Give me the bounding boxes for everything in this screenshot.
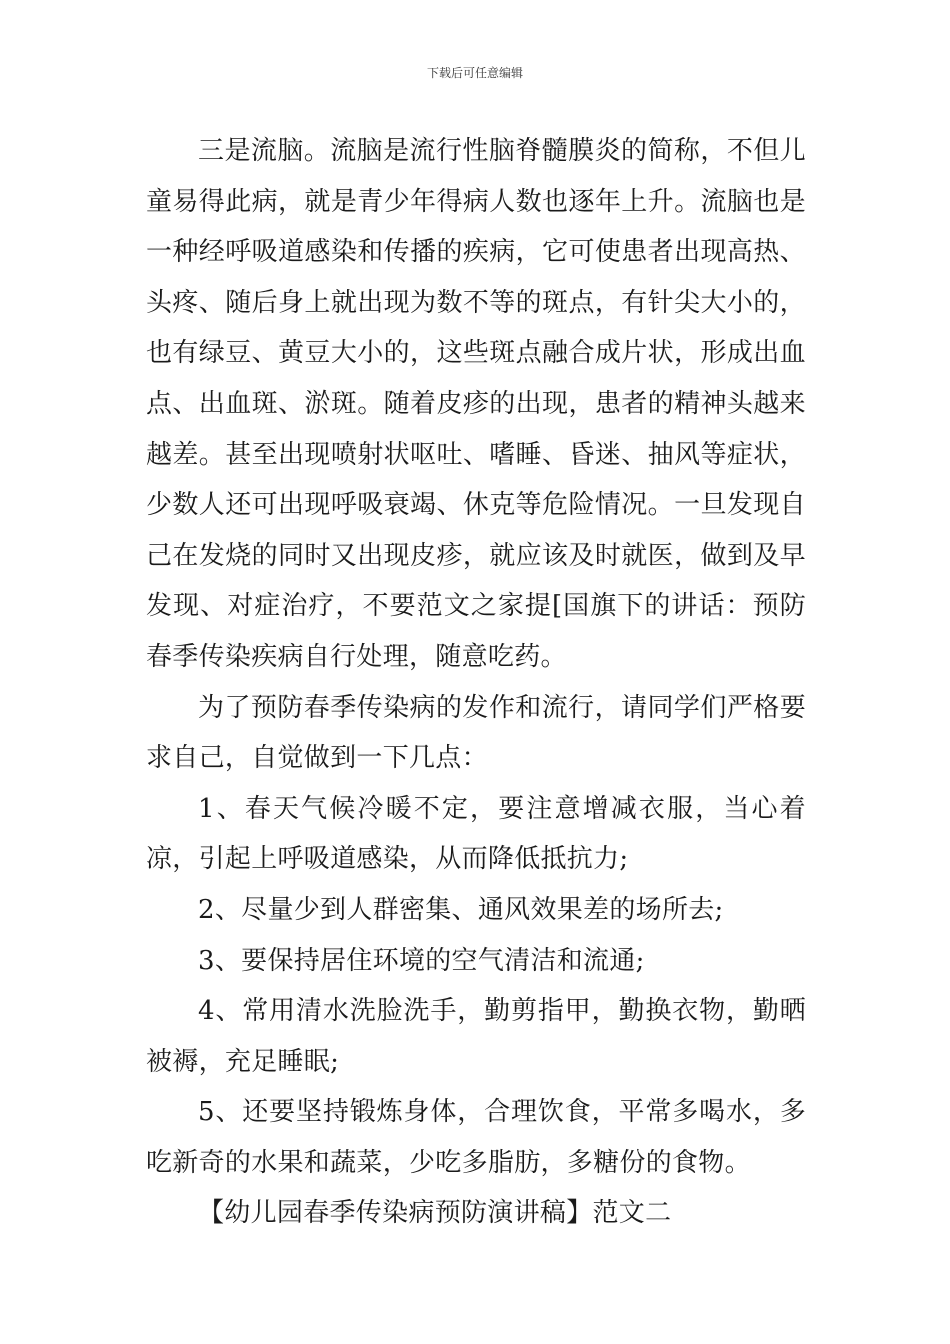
list-item-3: 3、要保持居住环境的空气清洁和流通; bbox=[198, 945, 645, 976]
paragraph-prevention-intro: 为了预防春季传染病的发作和流行，请同学们严格要求自己，自觉做到一下几点： bbox=[146, 692, 806, 774]
page-header: 下载后可任意编辑 bbox=[426, 66, 523, 80]
list-item-4: 4、常用清水洗脸洗手，勤剪指甲，勤换衣物，勤晒被褥，充足睡眠; bbox=[146, 996, 806, 1077]
list-item-1: 1、春天气候冷暖不定，要注意增减衣服，当心着凉，引起上呼吸道感染，从而降低抵抗力; bbox=[146, 793, 806, 875]
paragraph-meningitis: 三是流脑。流脑是流行性脑脊髓膜炎的简称，不但儿童易得此病，就是青少年得病人数也逐年上升。流脑也是一种经呼吸道感染和传播的疾病，它可使患者出现高热、头疼、随后身上就出现为数不等的斑点，有针尖大小的，也有绿豆、黄豆大小的，这些斑点融合成片状，形成出血点、出血斑、淤斑。随着皮疹的出现，患者的精神头越来越差。甚至出现喷射状呕吐、嗜睡、昏迷、抽风等症状，少数人还可出现呼吸衰竭、休克等危险情况。一旦发现自己在发烧的同时又出现皮疹，就应该及时就医，做到及早发现、对症治疗，不要范文之家提[国旗下的讲话：预防春季传染疾病自行处理，随意吃药。 bbox=[146, 136, 806, 672]
list-item-5: 5、还要坚持锻炼身体，合理饮食，平常多喝水，多吃新奇的水果和蔬菜，少吃多脂肪，多糖份的食物。 bbox=[146, 1097, 806, 1178]
document-body bbox=[146, 126, 806, 1239]
section-heading-sample-two: 【幼儿园春季传染病预防演讲稿】范文二 bbox=[198, 1198, 672, 1229]
list-item-2: 2、尽量少到人群密集、通风效果差的场所去; bbox=[198, 894, 724, 925]
